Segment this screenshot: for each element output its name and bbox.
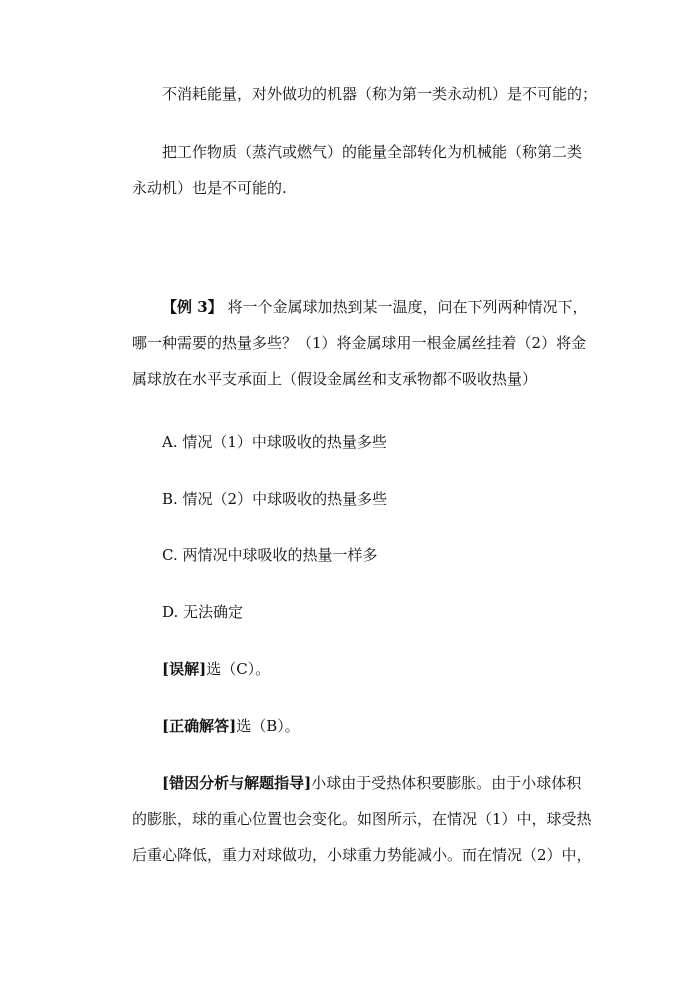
intro-para2-line-2: 永动机）也是不可能的.	[132, 179, 287, 197]
analysis-line-3: 后重心降低，重力对球做功，小球重力势能减小。而在情况（2）中，	[132, 846, 592, 864]
example-question	[132, 293, 610, 393]
wrong-answer	[162, 655, 270, 683]
example-line-3: 属球放在水平支承面上（假设金属丝和支承物都不吸收热量）	[132, 370, 538, 388]
intro-line-1: 不消耗能量，对外做功的机器（称为第一类永动机）是不可能的；	[162, 85, 598, 103]
intro-para2-line-1: 把工作物质（蒸汽或燃气）的能量全部转化为机械能（称第二类	[162, 143, 583, 161]
analysis-label: [错因分析与解题指导]	[162, 774, 312, 792]
example-line-2: 哪一种需要的热量多些？（1）将金属球用一根金属丝挂着（2）将金	[132, 334, 587, 352]
analysis-line-2: 的膨胀，球的重心位置也会变化。如图所示，在情况（1）中，球受热	[132, 810, 592, 828]
correct-answer-label: [正确解答]	[162, 717, 237, 735]
example-line-1-text: 将一个金属球加热到某一温度，问在下列两种情况下，	[222, 298, 588, 316]
analysis-line-1	[132, 769, 610, 797]
analysis-paragraph	[132, 769, 610, 869]
correct-answer-text: 选（B）。	[236, 717, 300, 735]
option-a: A. 情况（1）中球吸收的热量多些	[162, 433, 387, 451]
option-d: D. 无法确定	[162, 603, 244, 621]
intro-paragraph-2	[132, 138, 610, 202]
example-label: 【例 3】	[162, 298, 223, 316]
wrong-answer-label: [误解]	[162, 660, 207, 678]
option-b: B. 情况（2）中球吸收的热量多些	[162, 490, 388, 508]
example-line-1	[132, 293, 610, 321]
wrong-answer-text: 选（C）。	[206, 660, 271, 678]
correct-answer	[162, 712, 300, 740]
analysis-line-1-text: 小球由于受热体积要膨胀。由于小球体积	[311, 774, 582, 792]
option-c: C. 两情况中球吸收的热量一样多	[162, 546, 378, 564]
